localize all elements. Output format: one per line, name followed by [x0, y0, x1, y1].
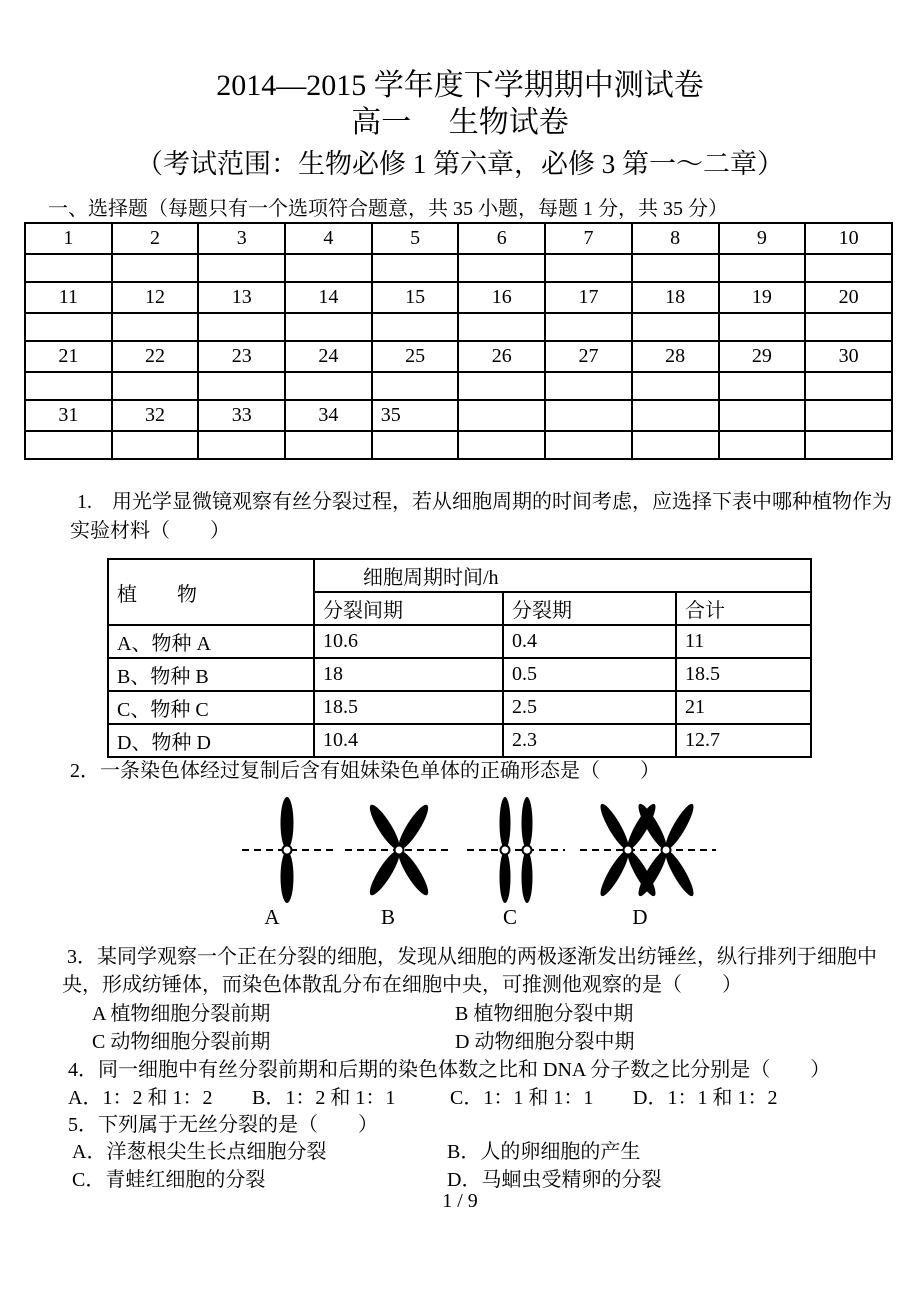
table-cell	[545, 254, 632, 282]
table-corner-header: 植 物	[108, 559, 314, 625]
table-cell	[372, 372, 459, 400]
table-cell: 10.4	[314, 724, 503, 757]
table-cell	[285, 372, 372, 400]
table-cell	[719, 431, 806, 459]
table-cell: 12	[112, 282, 199, 313]
chromosome-figure-b	[343, 793, 455, 903]
table-cell: 17	[545, 282, 632, 313]
table-row	[108, 625, 811, 658]
question-4-text: 4．同一细胞中有丝分裂前期和后期的染色体数之比和 DNA 分子数之比分别是（ ）	[68, 1059, 831, 1081]
table-row	[25, 223, 892, 254]
table-cell: 24	[285, 341, 372, 372]
table-cell	[285, 431, 372, 459]
table-cell	[25, 372, 112, 400]
table-cell: 32	[112, 400, 199, 431]
table-cell: 5	[372, 223, 459, 254]
figure-label-b: B	[380, 905, 395, 929]
table-cell: 18.5	[314, 691, 503, 724]
table-row	[25, 341, 892, 372]
table-cell	[112, 254, 199, 282]
table-cell: 15	[372, 282, 459, 313]
figure-label-a: A	[264, 905, 280, 929]
table-cell	[545, 313, 632, 341]
table-cell	[719, 372, 806, 400]
question-5-option-d: D．马蛔虫受精卵的分裂	[447, 1169, 662, 1191]
table-cell: 31	[25, 400, 112, 431]
table-cell	[458, 254, 545, 282]
table-cell: 30	[805, 341, 892, 372]
table-cell	[719, 313, 806, 341]
table-cell: 16	[458, 282, 545, 313]
question-5-text: 5．下列属于无丝分裂的是（ ）	[68, 1114, 378, 1136]
table-cell	[805, 400, 892, 431]
table-cell	[632, 313, 719, 341]
table-cell	[285, 313, 372, 341]
table-cell	[632, 254, 719, 282]
table-cell	[25, 431, 112, 459]
table-cell	[545, 372, 632, 400]
table-cell: 18	[632, 282, 719, 313]
table-col-header-interphase: 分裂间期	[314, 592, 503, 625]
question-3-option-a: A 植物细胞分裂前期	[92, 1003, 271, 1025]
table-cell	[25, 254, 112, 282]
answer-sheet-grid	[24, 222, 893, 460]
chromosome-figure-c	[465, 793, 567, 903]
table-cell: 25	[372, 341, 459, 372]
table-cell	[198, 313, 285, 341]
table-col-header-total: 合计	[676, 592, 811, 625]
table-row	[25, 372, 892, 400]
table-col-header-mitotic: 分裂期	[503, 592, 676, 625]
table-cell	[805, 431, 892, 459]
table-cell	[25, 313, 112, 341]
table-cell: 4	[285, 223, 372, 254]
table-cell	[458, 400, 545, 431]
table-cell: 14	[285, 282, 372, 313]
table-cell: 21	[25, 341, 112, 372]
table-cell: 11	[25, 282, 112, 313]
table-cell	[545, 431, 632, 459]
table-cell: 8	[632, 223, 719, 254]
table-header-row	[108, 559, 811, 592]
table-cell	[198, 431, 285, 459]
table-cell	[285, 254, 372, 282]
table-cell	[458, 372, 545, 400]
table-cell	[805, 313, 892, 341]
table-cell: B、物种 B	[108, 658, 314, 691]
question-4-option-d: D．1：1 和 1：2	[633, 1087, 778, 1109]
table-cell: 18.5	[676, 658, 811, 691]
table-cell	[805, 254, 892, 282]
question-2-text: 2．一条染色体经过复制后含有姐妹染色单体的正确形态是（ ）	[70, 760, 660, 782]
table-cell: 2.5	[503, 691, 676, 724]
table-cell: 9	[719, 223, 806, 254]
figure-label-d: D	[632, 905, 648, 929]
question-5-option-c: C．青蛙红细胞的分裂	[72, 1169, 266, 1191]
table-cell: 0.4	[503, 625, 676, 658]
table-cell: 21	[676, 691, 811, 724]
table-cell: 19	[719, 282, 806, 313]
chromosome-figure-d	[578, 793, 718, 903]
question-5-option-a: A．洋葱根尖生长点细胞分裂	[72, 1141, 327, 1163]
table-cell	[632, 372, 719, 400]
table-cell	[372, 313, 459, 341]
table-cell: 20	[805, 282, 892, 313]
table-cell: 18	[314, 658, 503, 691]
page-number: 1 / 9	[442, 1190, 478, 1212]
table-cell	[112, 372, 199, 400]
table-group-header: 细胞周期时间/h	[314, 559, 811, 592]
question-4-option-a: A．1：2 和 1：2	[68, 1087, 213, 1109]
question-5-option-b: B．人的卵细胞的产生	[447, 1141, 641, 1163]
table-cell: 2	[112, 223, 199, 254]
table-cell	[112, 313, 199, 341]
table-cell: 11	[676, 625, 811, 658]
exam-scope-note: （考试范围：生物必修 1 第六章，必修 3 第一～二章）	[136, 149, 784, 179]
table-cell: 29	[719, 341, 806, 372]
section-heading: 一、选择题（每题只有一个选项符合题意，共 35 小题，每题 1 分，共 35 分）	[48, 198, 728, 220]
question-4-option-b: B．1：2 和 1：1	[252, 1087, 396, 1109]
table-row	[25, 431, 892, 459]
table-cell	[719, 400, 806, 431]
table-cell: D、物种 D	[108, 724, 314, 757]
table-cell	[632, 400, 719, 431]
question-3-option-d: D 动物细胞分裂中期	[455, 1031, 635, 1053]
question-1-text-line2: 实验材料（ ）	[70, 520, 230, 542]
page-title: 2014—2015 学年度下学期期中测试卷	[216, 69, 704, 102]
table-row	[25, 254, 892, 282]
table-row	[108, 724, 811, 757]
page-subtitle: 高一 生物试卷	[351, 106, 569, 139]
table-cell	[372, 254, 459, 282]
table-row	[108, 691, 811, 724]
chromosome-figures	[0, 793, 920, 938]
table-cell	[719, 254, 806, 282]
table-cell: 1	[25, 223, 112, 254]
table-cell: C、物种 C	[108, 691, 314, 724]
table-row	[25, 282, 892, 313]
question-3-text-line1: 3．某同学观察一个正在分裂的细胞，发现从细胞的两极逐渐发出纺锤丝，纵行排列于细胞中	[67, 946, 877, 968]
table-cell	[458, 431, 545, 459]
question-1-text-line1: 1. 用光学显微镜观察有丝分裂过程，若从细胞周期的时间考虑，应选择下表中哪种植物作为	[77, 491, 892, 513]
table-cell: 12.7	[676, 724, 811, 757]
table-cell: 35	[372, 400, 459, 431]
question-3-option-c: C 动物细胞分裂前期	[92, 1031, 271, 1053]
table-cell	[372, 431, 459, 459]
table-cell	[545, 400, 632, 431]
table-cell: 22	[112, 341, 199, 372]
table-cell: A、物种 A	[108, 625, 314, 658]
table-cell: 28	[632, 341, 719, 372]
table-cell	[198, 372, 285, 400]
cell-cycle-table	[107, 558, 812, 758]
table-row	[25, 400, 892, 431]
table-cell: 34	[285, 400, 372, 431]
table-cell: 13	[198, 282, 285, 313]
table-cell	[112, 431, 199, 459]
table-cell	[458, 313, 545, 341]
question-3-text-line2: 央，形成纺锤体，而染色体散乱分布在细胞中央，可推测他观察的是（ ）	[62, 974, 742, 996]
table-row	[108, 658, 811, 691]
table-cell: 10.6	[314, 625, 503, 658]
table-cell: 6	[458, 223, 545, 254]
chromosome-figure-a	[240, 793, 335, 903]
table-cell	[805, 372, 892, 400]
table-cell: 26	[458, 341, 545, 372]
table-row	[25, 313, 892, 341]
table-cell: 2.3	[503, 724, 676, 757]
table-cell: 33	[198, 400, 285, 431]
question-4-option-c: C．1：1 和 1：1	[450, 1087, 594, 1109]
table-cell: 7	[545, 223, 632, 254]
table-cell: 27	[545, 341, 632, 372]
table-cell: 10	[805, 223, 892, 254]
table-cell: 0.5	[503, 658, 676, 691]
table-cell: 3	[198, 223, 285, 254]
table-cell	[632, 431, 719, 459]
table-cell: 23	[198, 341, 285, 372]
question-3-option-b: B 植物细胞分裂中期	[455, 1003, 634, 1025]
table-cell	[198, 254, 285, 282]
figure-label-c: C	[502, 905, 517, 929]
